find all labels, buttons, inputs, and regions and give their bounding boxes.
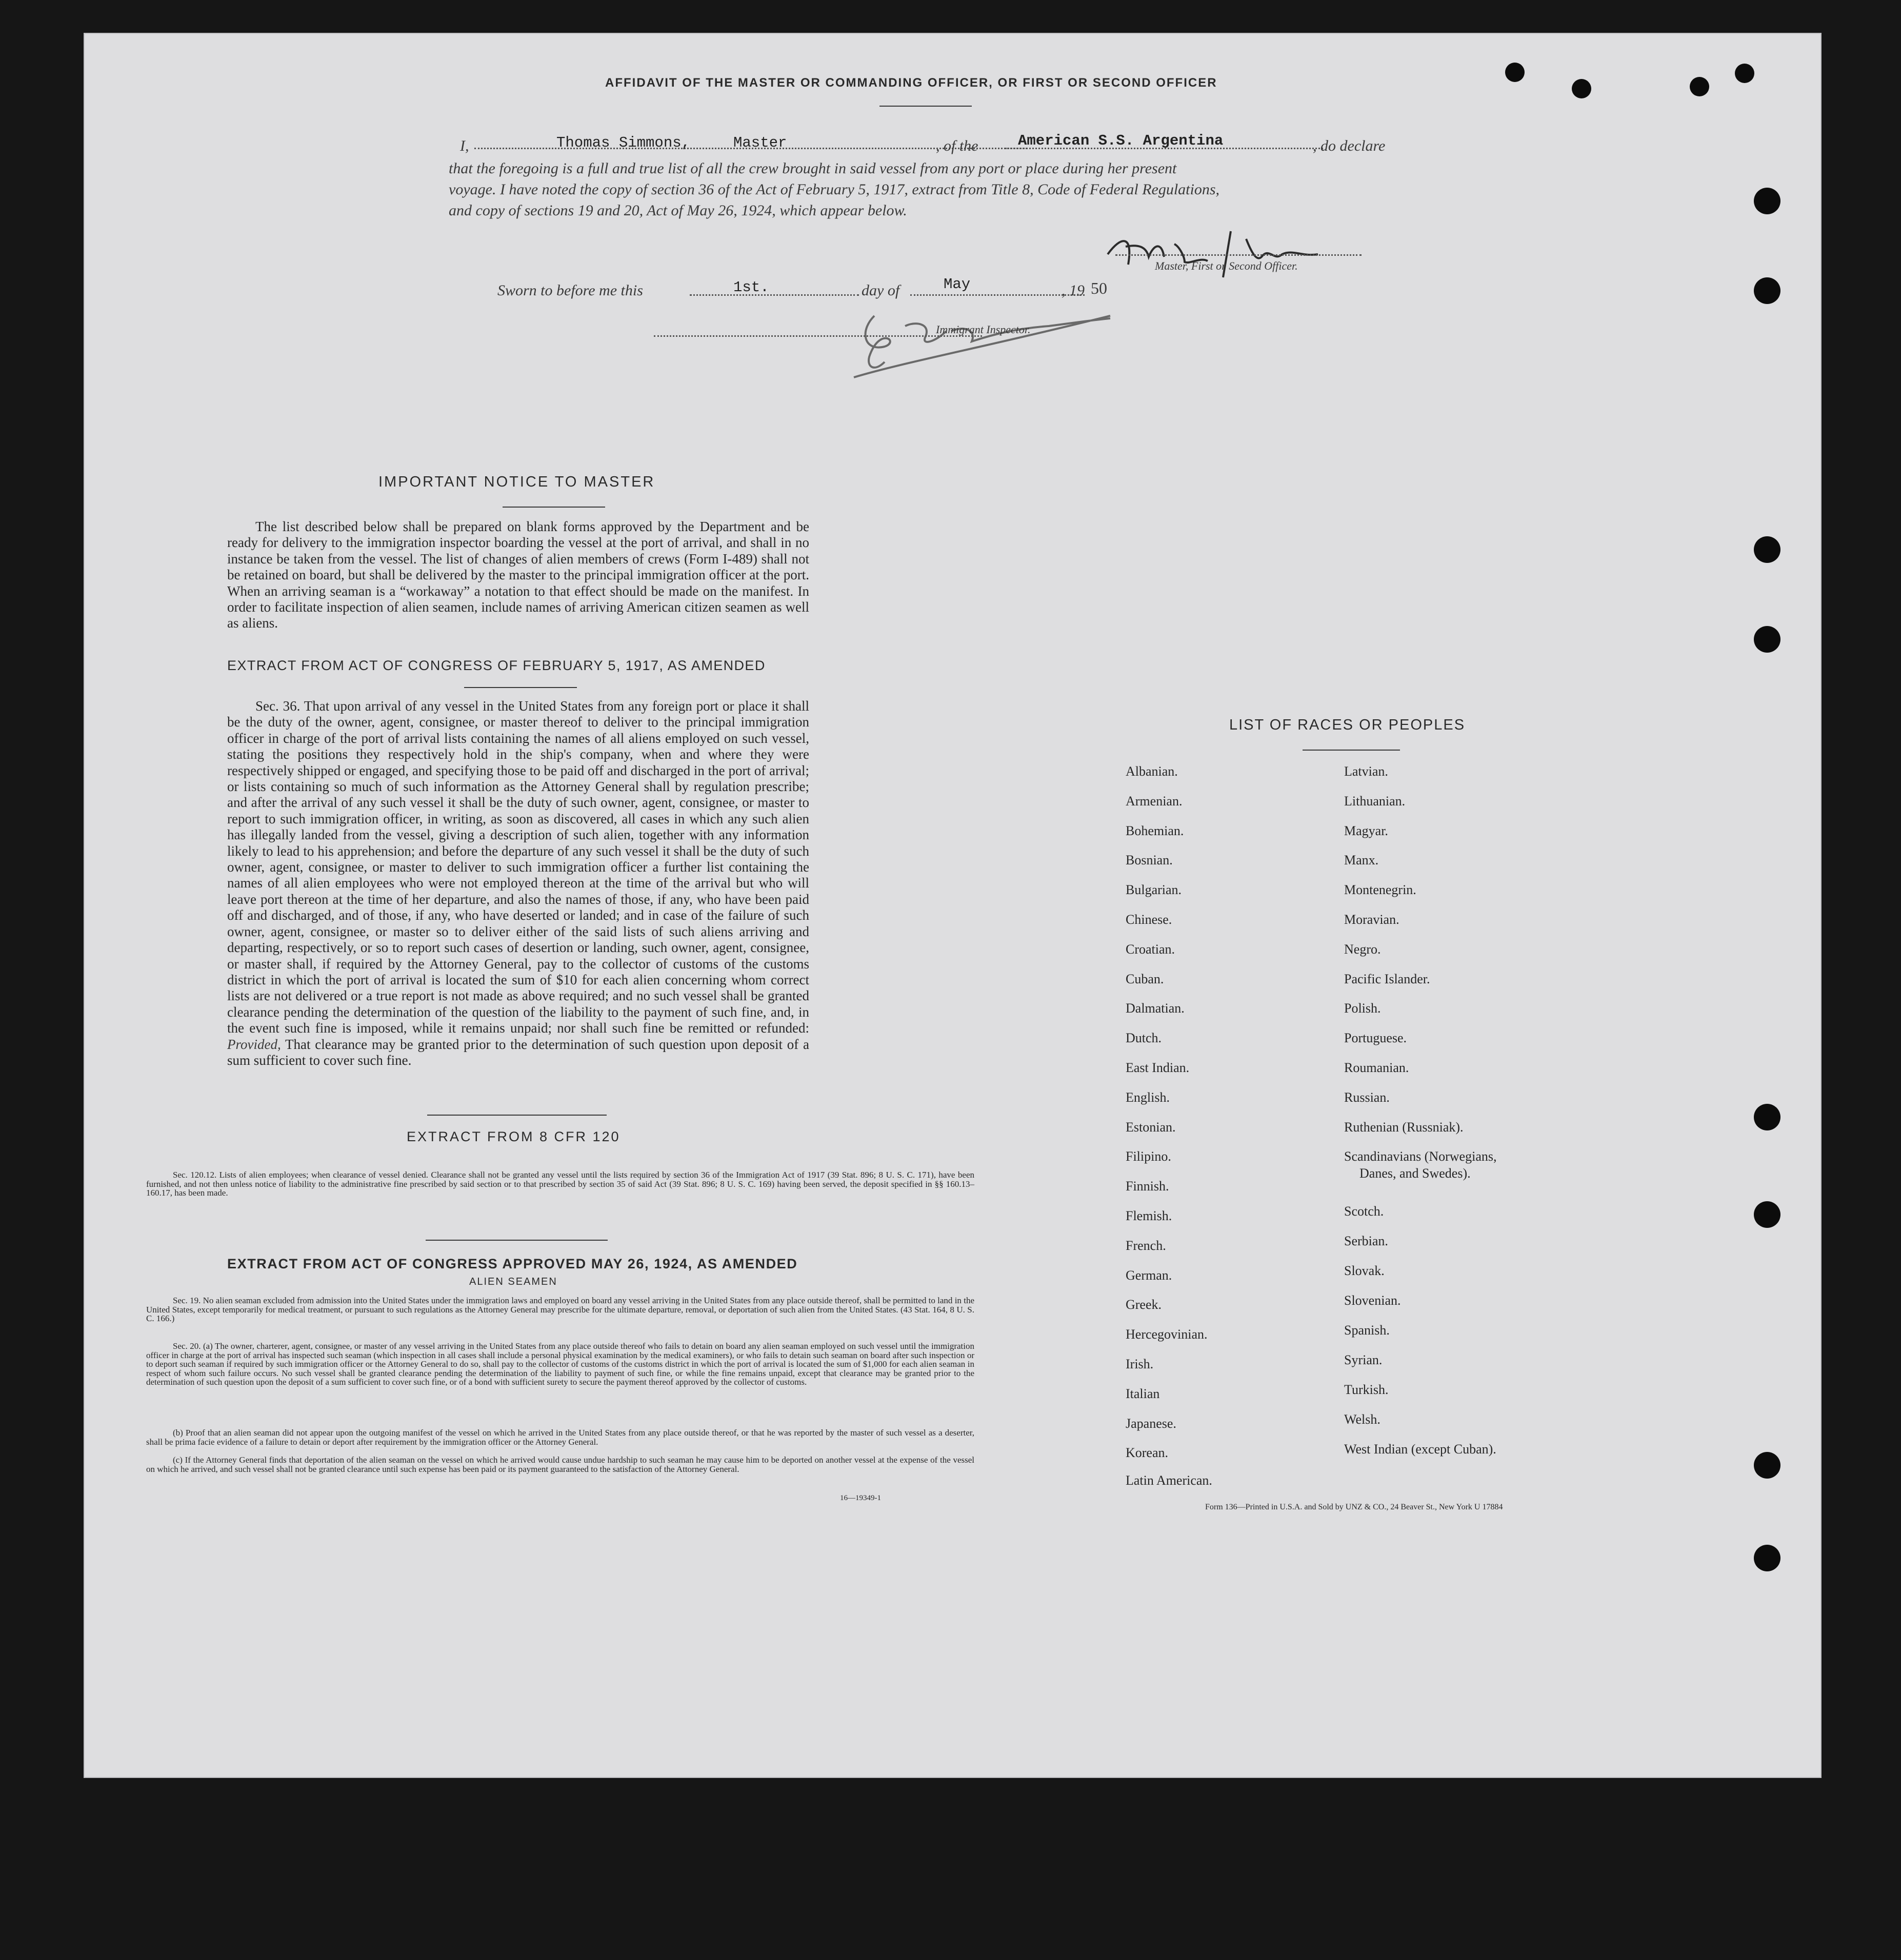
race-item: Syrian.: [1344, 1352, 1383, 1367]
act-1917-text: That upon arrival of any vessel in the United States from any foreign port or place it shall be the duty of the owner, agent, consignee, or master thereof to deliver to the principal immigration officer in charge of the port of arrival lists containing the names of all aliens employed on such vessel, stating the positions they respectively hold in the ship's company, when and where they were respectively shipped or engaged, and specifying those to be paid off and discharged in the port of arrival; or lists containing so much of such information as the Attorney General shall by regulation prescribe; and after the arrival of any such vessel it shall be the duty of such owner, agent, consignee, or master to report to such immigration officer, in writing, as soon as discovered, all cases in which any such alien has illegally landed from the vessel, giving a description of such alien, together with any information likely to lead to his apprehension; and before the departure of any such vessel it shall be the duty of such owner, agent, consignee, or master to deliver to such immigration officer a further list containing the names of all alien employees who were not employed thereon at the time of the arrival but who will leave port thereon at the time of her departure, and also the names of those, if any, who have been paid off and discharged, and of those, if any, who have deserted or landed; and in case of the failure of such owner, agent, consignee, or master so to deliver either of the said lists of such aliens arriving and departing, respectively, or so to report such cases of desertion or landing, such owner, agent, consignee, or master shall, if required by the Attorney General, pay to the collector of customs of the customs district in which the port of arrival is located the sum of $10 for each alien concerning whom correct lists are not delivered or a true report is not made as above required; and no such vessel shall be granted clearance pending the determination of the question of the liability to the payment of such fine, and, in the event such fine is imposed, while it remains unpaid; nor shall such fine be remitted or refunded:: [227, 698, 809, 1036]
year-suffix: 50: [1091, 279, 1107, 297]
race-item: Russian.: [1344, 1089, 1390, 1105]
cfr-heading: EXTRACT FROM 8 CFR 120: [407, 1129, 621, 1144]
binder-hole: [1505, 63, 1525, 82]
race-item: Hercegovinian.: [1126, 1327, 1208, 1342]
day-of-text: day of: [862, 282, 900, 299]
race-item: Italian: [1126, 1386, 1160, 1401]
notice-rule: [503, 507, 605, 508]
race-item: Chinese.: [1126, 912, 1172, 927]
binder-hole: [1690, 77, 1709, 96]
race-item: Japanese.: [1126, 1416, 1176, 1431]
binder-hole: [1735, 64, 1754, 83]
race-item: Korean.: [1126, 1445, 1169, 1461]
act-1924-sec20a: Sec. 20. (a) The owner, charterer, agent, consignee, or master of any vessel arriving in the United States from any place outside thereof who fails to detain on board any alien seaman employed on such vessel until the immigration officer in charge at the port of arrival has inspected such seaman (which inspection in all cases shall include a personal physical examination by the medical examiners), or who fails to detain such seaman on board after such inspection or to deport such seaman if required by such immigration officer or the Attorney General to do so, shall pay to the collector of customs of the customs district in which the port of arrival is located the sum of $1,000 for each alien seaman in respect of whom such failure occurs. No such vessel shall be granted clearance pending the determination of the liability to payment of such fine, or while the fine remains unpaid, except that clearance may be granted prior to the determination of such question upon the deposit of a sum sufficient to cover such fine, or of a bond with sufficient surety to secure the payment thereof approved by the collector of customs.: [146, 1341, 974, 1387]
race-item: Filipino.: [1126, 1149, 1171, 1164]
affidavit-line-2: that the foregoing is a full and true list of all the crew brought in said vessel from any port or place during her present: [449, 160, 1177, 177]
act-1917-heading: EXTRACT FROM ACT OF CONGRESS OF FEBRUARY 5, 1917, AS AMENDED: [227, 658, 766, 673]
race-item: Welsh.: [1344, 1412, 1380, 1427]
sworn-day: 1st.: [733, 279, 769, 296]
notice-heading: IMPORTANT NOTICE TO MASTER: [378, 474, 655, 490]
act-1924-heading: EXTRACT FROM ACT OF CONGRESS APPROVED MAY 26, 1924, AS AMENDED: [227, 1256, 798, 1271]
race-item: Roumanian.: [1344, 1060, 1409, 1075]
race-item: Latvian.: [1344, 764, 1388, 779]
document-page: [85, 34, 1820, 1777]
race-item: German.: [1126, 1267, 1172, 1283]
binder-hole: [1572, 79, 1591, 98]
sworn-month: May: [944, 276, 971, 293]
sworn-text: Sworn to before me this: [497, 282, 643, 299]
affidavit-line-4: and copy of sections 19 and 20, Act of May 26, 1924, which appear below.: [449, 202, 907, 219]
inspector-signature: [844, 295, 1131, 388]
race-item: Estonian.: [1126, 1119, 1176, 1135]
race-item: Slovenian.: [1344, 1293, 1401, 1308]
race-item: Greek.: [1126, 1297, 1162, 1312]
vessel-name: American S.S. Argentina: [1018, 132, 1224, 149]
act-1917-end-rule: [427, 1115, 607, 1116]
act-1924-sec20c: (c) If the Attorney General finds that deportation of the alien seaman on the vessel on which he arrived would cause undue hardship to such seaman he may cause him to be deported on another vessel at the expense of the vessel on which he arrived, and such vessel shall not be granted clearance until such expense has been paid or its payment guaranteed to the satisfaction of the Attorney General.: [146, 1455, 974, 1474]
race-item: Magyar.: [1344, 823, 1388, 838]
race-item: Scotch.: [1344, 1204, 1384, 1219]
race-item: Portuguese.: [1344, 1030, 1407, 1046]
binder-hole: [1754, 188, 1780, 214]
races-heading: LIST OF RACES OR PEOPLES: [1229, 717, 1466, 733]
race-item: Cuban.: [1126, 971, 1164, 986]
race-item: Ruthenian (Russniak).: [1344, 1119, 1464, 1135]
act-1924-sec20b: (b) Proof that an alien seaman did not appear upon the outgoing manifest of the vessel on which he arrived in the United States from any place outside thereof, or that he was reported by the master of such vessel as a deserter, shall be prima facie evidence of a failure to detain or deport after requirement by the immigration officer or the Attorney General.: [146, 1428, 974, 1447]
race-item: Albanian.: [1126, 764, 1178, 779]
of-the-text: , of the: [936, 137, 978, 154]
race-item: Montenegrin.: [1344, 882, 1416, 898]
binder-hole: [1754, 1104, 1780, 1130]
race-item: Flemish.: [1126, 1208, 1172, 1223]
race-item: Manx.: [1344, 853, 1379, 868]
race-item: English.: [1126, 1089, 1170, 1105]
officer-name: Thomas Simmons,: [556, 134, 691, 151]
act-1924-subheading: ALIEN SEAMEN: [469, 1276, 557, 1287]
race-item: Scandinavians (Norwegians,: [1344, 1149, 1497, 1164]
do-declare-text: , do declare: [1313, 137, 1386, 154]
affidavit-title: AFFIDAVIT OF THE MASTER OR COMMANDING OFFICER, OR FIRST OR SECOND OFFICER: [605, 76, 1217, 90]
race-item: Pacific Islander.: [1344, 971, 1430, 986]
title-rule: [879, 106, 972, 107]
race-item: Armenian.: [1126, 793, 1183, 809]
race-item: Slovak.: [1344, 1263, 1385, 1278]
act-1917-section-label: Sec. 36.: [255, 698, 301, 714]
race-item: East Indian.: [1126, 1060, 1190, 1075]
race-item: Bosnian.: [1126, 853, 1173, 868]
race-item: Polish.: [1344, 1001, 1381, 1016]
race-item: Danes, and Swedes).: [1359, 1166, 1471, 1181]
notice-body: The list described below shall be prepared on blank forms approved by the Department and be ready for delivery to the immigration inspector boarding the vessel at the port of arrival, and shall in no instance be taken from the vessel. The list of changes of alien members of crews (Form I-489) shall not be retained on board, but shall be delivered by the master to the principal immigration officer at the port. When an arriving seaman is a “workaway” a notation to that effect should be made on the manifest. In order to facilitate inspection of alien seamen, include names of arriving American citizen seamen as well as aliens.: [227, 519, 809, 631]
officer-rank: Master: [733, 134, 787, 151]
race-item: Irish.: [1126, 1357, 1154, 1371]
race-item: Dalmatian.: [1126, 1001, 1185, 1016]
race-item: Spanish.: [1344, 1323, 1390, 1338]
race-item: French.: [1126, 1238, 1166, 1253]
act-1917-proviso-text: That clearance may be granted prior to the determination of such question upon deposit of a sum sufficient to cover such fine.: [227, 1036, 810, 1068]
race-item: Dutch.: [1126, 1030, 1162, 1046]
race-item: Serbian.: [1344, 1234, 1388, 1248]
binder-hole: [1754, 1201, 1780, 1228]
race-item: Lithuanian.: [1344, 793, 1406, 809]
year-prefix: , 19: [1062, 282, 1085, 299]
inspector-signature-line: [654, 335, 982, 337]
binder-hole: [1754, 1545, 1780, 1571]
cfr-end-rule: [426, 1240, 608, 1241]
binder-hole: [1754, 536, 1780, 563]
race-item: Turkish.: [1344, 1382, 1389, 1397]
master-caption: Master, First or Second Officer.: [1155, 259, 1298, 272]
master-signature-line: [1115, 254, 1362, 256]
race-item: Bulgarian.: [1126, 882, 1182, 898]
affidavit-intro: I,: [460, 137, 469, 154]
sworn-day-line: [690, 294, 859, 296]
affidavit-line-3: voyage. I have noted the copy of section 36 of the Act of February 5, 1917, extract from Title 8, Code of Federal Regulations,: [449, 181, 1220, 198]
race-item: Negro.: [1344, 941, 1381, 957]
act-1924-sec19: Sec. 19. No alien seaman excluded from admission into the United States under the immigration laws and employed on board any vessel arriving in the United States from any place outside thereof, shall be permitted to land in the United States, except temporarily for medical treatment, or pursuant to such regulations as the Attorney General may prescribe for the ultimate departure, removal, or deportation of such alien from the United States. (43 Stat. 164, 8 U. S. C. 166.): [146, 1296, 974, 1324]
race-item: Bohemian.: [1126, 823, 1184, 838]
act-1917-rule: [464, 687, 577, 688]
binder-hole: [1754, 626, 1780, 653]
inspector-caption: Immigrant Inspector.: [936, 323, 1031, 336]
races-rule: [1303, 750, 1400, 751]
print-code: 16—19349-1: [840, 1494, 881, 1502]
binder-hole: [1754, 277, 1780, 304]
act-1917-body: [227, 698, 809, 1068]
race-item: Latin American.: [1126, 1473, 1212, 1488]
cfr-body: Sec. 120.12. Lists of alien employees; when clearance of vessel denied. Clearance shall not be granted any vessel until the lists required by section 36 of the Immigration Act of 1917 (39 Stat. 896; 8 U. S. C. 171), have been furnished, and not then unless notice of liability to the administrative fine prescribed by said section or to that prescribed by section 35 of said Act (39 Stat. 896; 8 U. S. C. 169) having been served, the deposit specified in §§ 160.13–160.17, has been made.: [146, 1170, 974, 1198]
race-item: Moravian.: [1344, 912, 1399, 927]
race-item: Finnish.: [1126, 1179, 1169, 1194]
act-1917-proviso-label: Provided,: [227, 1036, 281, 1052]
race-item: West Indian (except Cuban).: [1344, 1442, 1496, 1457]
binder-hole: [1754, 1452, 1780, 1479]
form-footnote: Form 136—Printed in U.S.A. and Sold by UNZ & CO., 24 Beaver St., New York U 17884: [1205, 1503, 1503, 1511]
race-item: Croatian.: [1126, 941, 1175, 957]
